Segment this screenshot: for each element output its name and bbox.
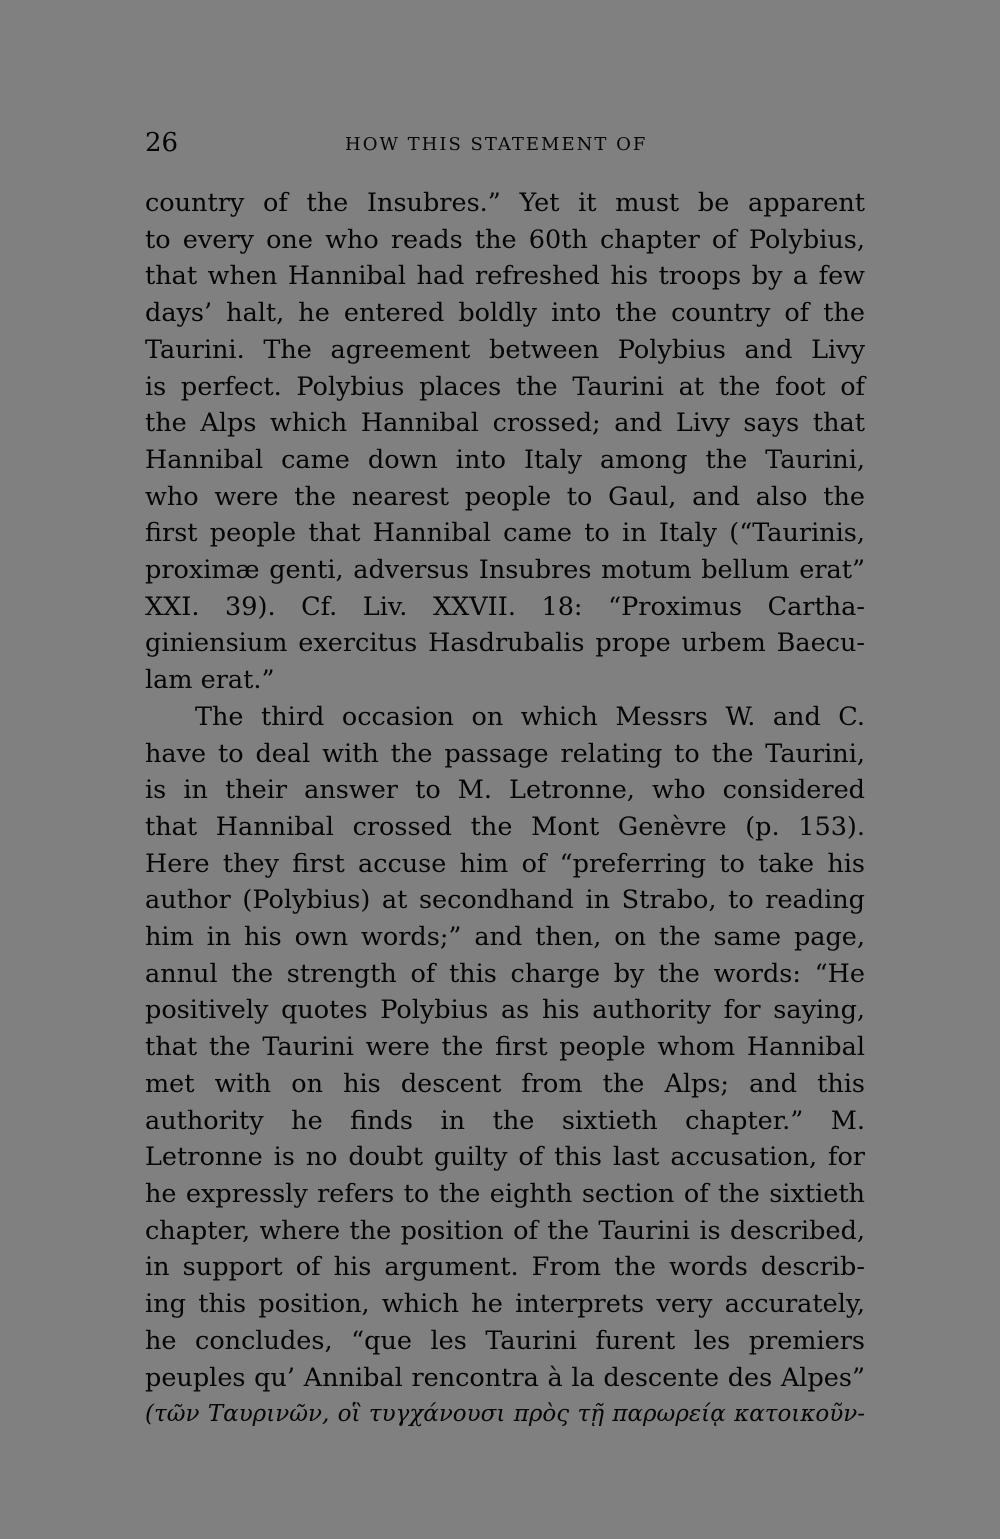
text-line: days’ halt, he entered boldly into the country of the: [145, 298, 865, 329]
text-line: met with on his descent from the Alps; and this: [145, 1068, 865, 1099]
text-line: Hannibal came down into Italy among the Taurini,: [145, 444, 865, 475]
text-line: country of the Insubres.” Yet it must be apparent: [145, 188, 865, 218]
text-line: peuples qu’ Annibal rencontra à la descente des Alpes”: [145, 1362, 865, 1393]
text-line: Letronne is no doubt guilty of this last accusation, for: [145, 1142, 865, 1173]
text-line: Here they first accuse him of “preferring to take his: [145, 848, 865, 879]
text-line: he expressly refers to the eighth section of the sixtieth: [145, 1178, 865, 1209]
text-line: he concludes, “que les Taurini furent les premiers: [145, 1325, 865, 1356]
text-line: is in their answer to M. Letronne, who considered: [145, 775, 865, 806]
text-line: have to deal with the passage relating to the Taurini,: [145, 738, 865, 769]
page-header: [145, 128, 865, 168]
text-line: first people that Hannibal came to in Italy (“Taurinis,: [145, 518, 865, 549]
text-line: annul the strength of this charge by the words: “He: [145, 958, 865, 989]
text-line: that when Hannibal had refreshed his troops by a few: [145, 261, 865, 292]
text-line: is perfect. Polybius places the Taurini at the foot of: [145, 371, 865, 402]
page-number: 26: [145, 128, 179, 158]
text-line: ing this position, which he interprets very accurately,: [145, 1289, 865, 1320]
body-text: [145, 185, 865, 1433]
text-line: proximæ genti, adversus Insubres motum bellum erat”: [145, 555, 865, 586]
text-line: to every one who reads the 60th chapter of Polybius,: [145, 224, 865, 255]
text-line: positively quotes Polybius as his authority for saying,: [145, 995, 865, 1026]
text-line: author (Polybius) at secondhand in Strabo, to reading: [145, 885, 865, 916]
text-line: XXI. 39). Cf. Liv. XXVII. 18: “Proximus Cartha-: [145, 591, 865, 622]
text-line: in support of his argument. From the words describ-: [145, 1252, 865, 1283]
text-line: chapter, where the position of the Taurini is described,: [145, 1215, 865, 1246]
text-line: authority he finds in the sixtieth chapter.” M.: [145, 1105, 865, 1136]
text-line: that Hannibal crossed the Mont Genèvre (p. 153).: [145, 811, 865, 842]
text-line: Taurini. The agreement between Polybius and Livy: [145, 334, 865, 365]
text-line: him in his own words;” and then, on the same page,: [145, 922, 865, 953]
text-line: that the Taurini were the first people whom Hannibal: [145, 1032, 865, 1063]
running-head: HOW THIS STATEMENT OF: [345, 134, 648, 155]
text-line: who were the nearest people to Gaul, and also the: [145, 481, 865, 512]
text-line: giniensium exercitus Hasdrubalis prope urbem Baecu-: [145, 628, 865, 659]
text-line: lam erat.”: [145, 665, 275, 696]
text-line: the Alps which Hannibal crossed; and Livy says that: [145, 408, 865, 439]
greek-text-line: (τῶν Ταυρινῶν, οἳ τυγχάνουσι πρὸς τῇ παρωρείᾳ κατοικοῦν-: [145, 1401, 865, 1428]
paragraph-start-line: The third occasion on which Messrs W. and C.: [195, 701, 865, 732]
